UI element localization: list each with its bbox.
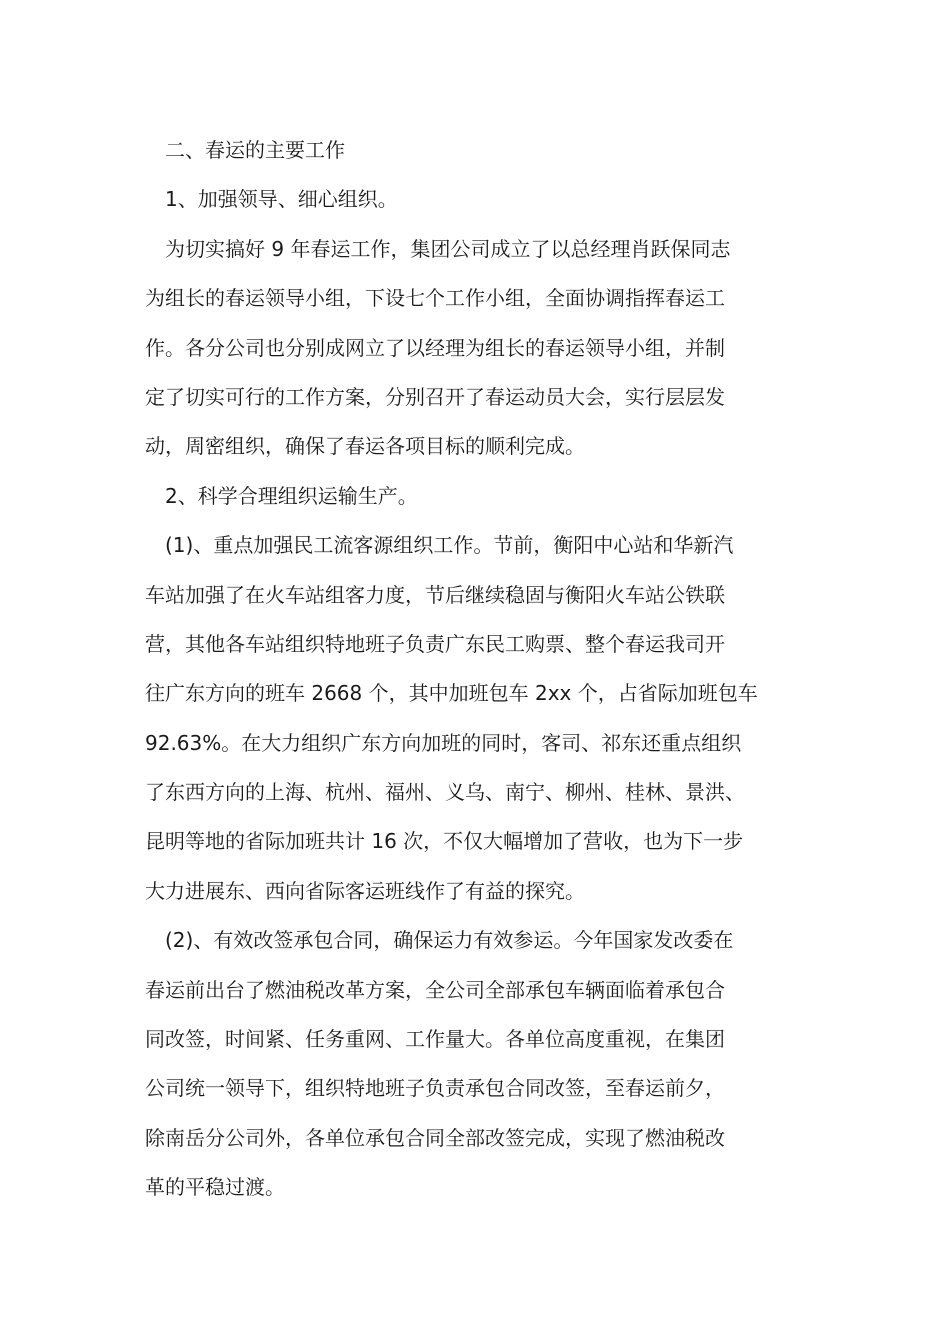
paragraph-line: 车站加强了在火车站组客力度，节后继续稳固与衡阳火车站公铁联: [145, 582, 725, 607]
paragraph-line: 动，周密组织，确保了春运各项目标的顺利完成。: [145, 434, 585, 459]
paragraph-line: (1)、重点加强民工流客源组织工作。节前，衡阳中心站和华新汽: [165, 533, 734, 558]
item1-heading: 1、加强领导、细心组织。: [165, 187, 398, 212]
paragraph-2: [145, 521, 825, 916]
paragraph-line: 革的平稳过渡。: [145, 1175, 285, 1200]
paragraph-line: 为组长的春运领导小组，下设七个工作小组，全面协调指挥春运工: [145, 286, 725, 311]
paragraph-line: 作。各分公司也分别成网立了以经理为组长的春运领导小组，并制: [145, 335, 725, 360]
document-body: [145, 126, 825, 1213]
paragraph-line: 大力进展东、西向省际客运班线作了有益的探究。: [145, 878, 585, 903]
paragraph-1: [145, 225, 825, 472]
paragraph-line: 营，其他各车站组织特地班子负责广东民工购票、整个春运我司开: [145, 631, 725, 656]
paragraph-line: 92.63%。在大力组织广东方向加班的同时，客司、祁东还重点组织: [145, 730, 742, 755]
paragraph-line: 公司统一领导下，组织特地班子负责承包合同改签，至春运前夕，: [145, 1076, 725, 1101]
paragraph-3: [145, 916, 825, 1212]
section-heading: 二、春运的主要工作: [165, 138, 345, 162]
paragraph-line: 往广东方向的班车 2668 个，其中加班包车 2xx 个，占省际加班包车: [145, 681, 758, 706]
paragraph-line: 同改签，时间紧、任务重网、工作量大。各单位高度重视，在集团: [145, 1027, 725, 1052]
paragraph-line: 春运前出台了燃油税改革方案，全公司全部承包车辆面临着承包合: [145, 977, 725, 1002]
paragraph-line: 除南岳分公司外，各单位承包合同全部改签完成，实现了燃油税改: [145, 1125, 725, 1150]
paragraph-line: 为切实搞好 9 年春运工作，集团公司成立了以总经理肖跃保同志: [165, 236, 731, 261]
paragraph-line: 定了切实可行的工作方案，分别召开了春运动员大会，实行层层发: [145, 384, 725, 409]
paragraph-line: (2)、有效改签承包合同，确保运力有效参运。今年国家发改委在: [165, 928, 734, 953]
paragraph-line: 昆明等地的省际加班共计 16 次，不仅大幅增加了营收，也为下一步: [145, 829, 744, 854]
paragraph-line: 了东西方向的上海、杭州、福州、义乌、南宁、柳州、桂林、景洪、: [145, 780, 745, 805]
item2-heading: 2、科学合理组织运输生产。: [165, 483, 418, 508]
